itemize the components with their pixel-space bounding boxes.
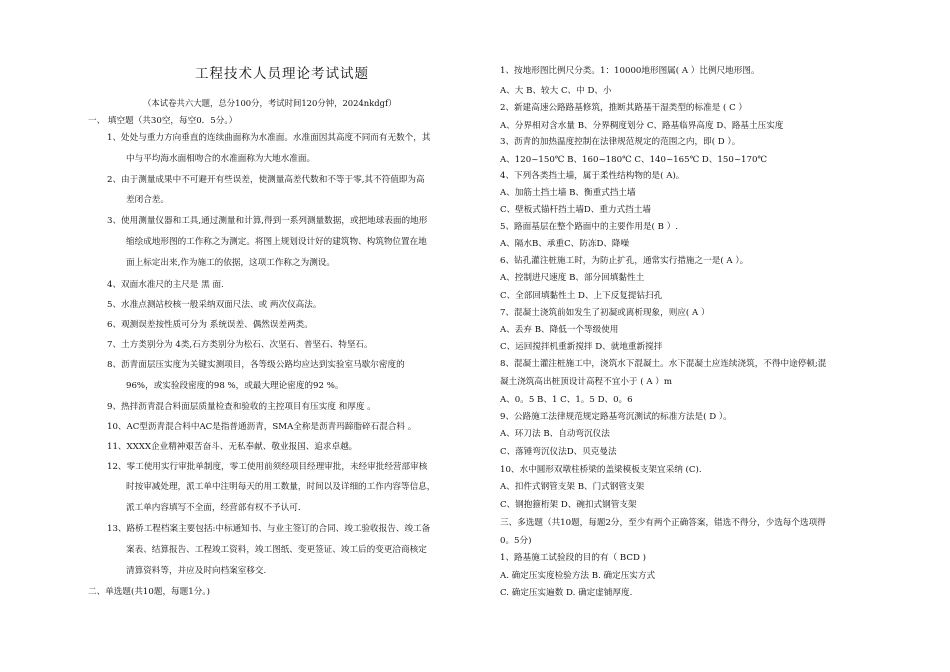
left-line: 11、XXXX企业精神艰苦奋斗、无私奉献、敬业报国、追求卓越。: [107, 442, 358, 452]
left-line: 7、土方类别分为 4类,石方类别分为松石、次坚石、普坚石、特坚石。: [107, 340, 373, 350]
left-line: 一、 填空题（共30空，每空0．5分。）: [88, 116, 238, 126]
right-line: A. 确定压实度检验方法 B. 确定压实方式: [500, 571, 656, 581]
right-line: 0。5分): [500, 536, 532, 546]
right-line: 7、混凝土浇筑前如发生了初凝或离析现象，则应( A ）: [500, 308, 710, 318]
left-line: 3、使用测量仪器和工具,通过测量和计算,得到一系列测量数据，或把地球表面的地形: [107, 216, 428, 226]
left-line: 2、由于测量成果中不可避开有些误差，使测量高差代数和不等于零,其不符值即为高: [107, 175, 425, 185]
right-line: A、分界相对含水量 B、分界稠度划分 C、路基临界高度 D、路基土压实度: [500, 121, 784, 131]
left-line: 96%，或实验段密度的98 %，或最大理论密度的92 %。: [126, 381, 344, 391]
left-line: 清算资料等，并应及时向档案室移交.: [126, 566, 267, 576]
left-line: 13、路桥工程档案主要包括:中标通知书、与业主签订的合同、竣工验收报告、竣工备: [107, 524, 431, 534]
left-line: 9、热拌沥青混合料面层质量检查和验收的主控项目有压实度 和厚度 。: [107, 402, 376, 412]
right-line: C、落锤弯沉仪法D、贝克曼法: [500, 447, 617, 457]
right-line: 6、钻孔灌注桩施工时，为防止扩孔，通常实行措施之一是( A ）。: [500, 256, 749, 266]
right-line: C、钢抱箍桁架 D、碗扣式钢管支架: [500, 500, 637, 510]
right-line: 1、路基施工试验段的目的有（ BCD ): [500, 553, 646, 563]
right-line: A、加筋土挡土墙 B、衡重式挡土墙: [500, 188, 636, 198]
left-line: 派工单内容填写不全面，经营部有权不予认可.: [126, 503, 301, 513]
right-line: 凝土浇筑高出桩顶设计高程不宜小于 ( A ）m: [500, 377, 672, 387]
right-line: A、120~150℃ B、160~180℃ C、140~165℃ D、150~170℃: [500, 155, 768, 165]
right-line: A、环刀法 B、自动弯沉仪法: [500, 429, 610, 439]
exam-title: 工程技术人员理论考试试题: [195, 66, 369, 82]
right-line: 4、下列各类挡土墙，属于柔性结构物的是( A)。: [500, 171, 685, 181]
right-line: A、控制进尺速度 B、部分回填黏性土: [500, 273, 645, 283]
left-line: 5、水准点测站校核一般采纳双面尺法、或 两次仪高法。: [107, 300, 322, 310]
left-line: 10、AC型沥青混合料中AC是指普通沥青，SMA全称是沥青玛蹄脂碎石混合料 。: [107, 422, 417, 432]
left-line: 时按审减处理，派工单中注明每天的用工数量，时间以及详细的工作内容等信息，: [126, 482, 436, 492]
right-line: 8、混凝土灌注桩施工中，浇筑水下混凝土。水下混凝土应连续浇筑，不得中途停顿;混: [500, 359, 827, 369]
left-line: 差闭合差。: [126, 195, 169, 205]
right-line: C. 确定压实遍数 D. 确定虚铺厚度.: [500, 588, 633, 598]
right-line: A、0。5 B、1 C、1。5 D、0。6: [500, 395, 633, 405]
right-line: C、全部回填黏性土 D、上下反复提钻扫孔: [500, 291, 663, 301]
right-line: 3、沥青的加热温度控制在法律规范规定的范围之内，即( D ）。: [500, 137, 741, 147]
left-line: 缩绘成地形图的工作称之为测定。将图上规划设计好的建筑物、构筑物位置在地: [126, 237, 427, 247]
right-line: 1、按地形图比例尺分类。1：10000地形图属( A ）比例尺地形图。: [500, 66, 760, 76]
right-line: C、壁板式锚杆挡土墙D、重力式挡土墙: [500, 205, 651, 215]
left-line: 案表、结算报告、工程竣工资料，竣工图纸、变更签证、竣工后的变更洽商核定: [126, 545, 427, 555]
exam-subtitle: （本试卷共六大题，总分100分，考试时间120分钟，2024nkdgf）: [143, 98, 397, 108]
right-line: 三、多选题（共10题，每题2分，至少有两个正确答案，错选不得分，少选每个选项得: [500, 518, 826, 528]
left-line: 6、观测误差按性质可分为 系统误差、偶然误差两类。: [107, 320, 313, 330]
right-line: A、扣件式钢管支架 B、门式钢管支架: [500, 482, 645, 492]
right-line: C、运回搅拌机重新搅拌 D、就地重新搅拌: [500, 342, 663, 352]
left-line: 8、沥青面层压实度为关键实测项目，各等级公路均应达到实验室马歇尔密度的: [107, 360, 405, 370]
left-line: 12、零工使用实行审批单制度，零工使用前须经项目经理审批，未经审批经营部审核: [107, 462, 428, 472]
right-line: 2、新建高速公路路基修筑，推断其路基干湿类型的标准是 ( C ）: [500, 103, 748, 113]
left-line: 二、单选题(共10题，每题1分。): [88, 587, 210, 597]
right-line: A、隔水B、承重C、防冻D、降噪: [500, 239, 630, 249]
right-line: A、大 B、较大 C、中 D、小: [500, 86, 612, 96]
right-line: 10、水中圆形双墩柱桥梁的盖梁模板支架宜采纳 (C).: [500, 465, 702, 475]
left-line: 4、双面水准尺的主尺是 黑 面.: [107, 280, 224, 290]
left-line: 面上标定出来,作为施工的依据，这项工作称之为测设。: [126, 258, 335, 268]
left-line: 1、处处与重力方向垂直的连续曲面称为水准面。水准面因其高度不同而有无数个，其: [107, 133, 431, 143]
left-line: 中与平均海水面相吻合的水准面称为大地水准面。: [126, 154, 316, 164]
right-line: A、丢弃 B、降低一个等级使用: [500, 325, 619, 335]
right-line: 9、公路施工法律规范规定路基弯沉测试的标准方法是( D ）。: [500, 412, 732, 422]
right-line: 5、路面基层在整个路面中的主要作用是( B ）.: [500, 222, 679, 232]
